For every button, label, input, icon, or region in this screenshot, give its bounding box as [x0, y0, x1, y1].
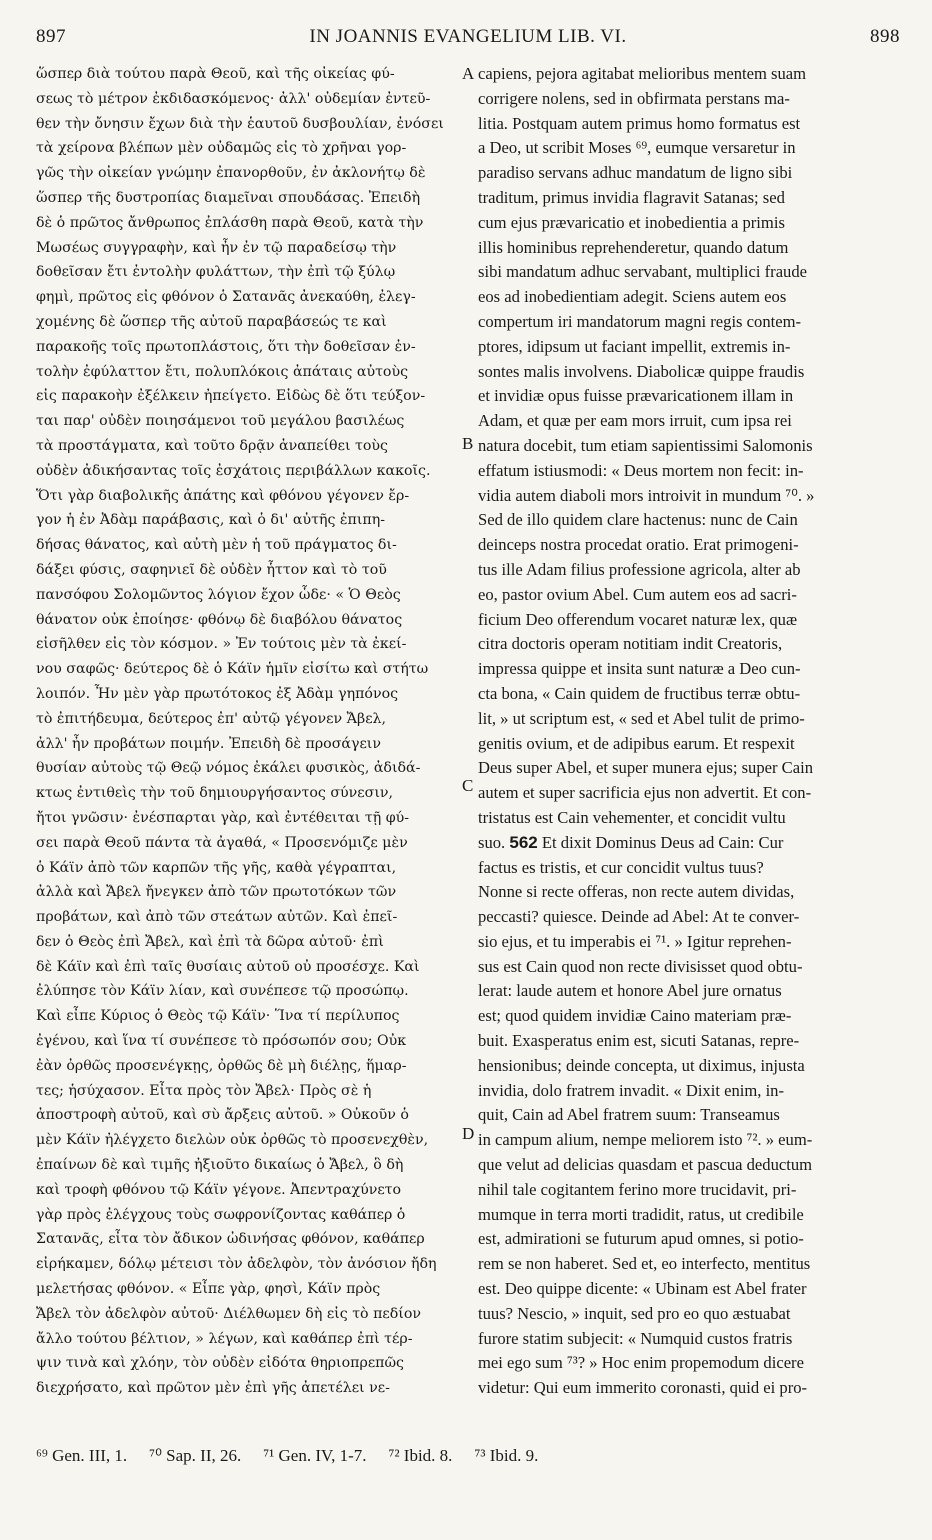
greek-text-line: Καὶ εἶπε Κύριος ὁ Θεὸς τῷ Κάϊν· Ἵνα τί περίλυπος — [36, 1008, 400, 1025]
greek-text-line: λοιπόν. Ἦν μὲν γὰρ πρωτότοκος ἐξ Ἀδὰμ γηπόνος — [36, 685, 399, 702]
latin-text-line: mei ego sum ⁷³? » Hoc enim propemodum dicere — [478, 1353, 804, 1373]
greek-text-line: ἐπαίνων δὲ καὶ τιμῆς ἠξιοῦτο δικαίως ὁ Ἄβελ, ὃ δὴ — [36, 1157, 404, 1174]
greek-text-line: δοθεῖσαν ἔτι ἐντολὴν φυλάττων, τὴν ἐπὶ τῷ ξύλῳ — [36, 264, 396, 281]
latin-text-line: mumque in terra morti tradidit, ratus, ut credibile — [478, 1204, 804, 1224]
greek-text-line: τολὴν ἐφύλαττον ἔτι, πολυπλόκοις ἀπάταις αὐτοὺς — [36, 363, 409, 380]
latin-text-line: factus es tristis, et cur concidit vultus tuus? — [478, 857, 764, 877]
greek-text-line: μὲν Κάϊν ἠλέγχετο διελὼν οὐκ ὀρθῶς τὸ προσενεχθὲν, — [36, 1132, 429, 1149]
latin-text-line: peccasti? quiesce. Deinde ad Abel: At te conver- — [478, 907, 800, 927]
latin-text-line: que velut ad delicias quasdam et pascua deductum — [478, 1155, 813, 1175]
latin-text-line: Sed de illo quidem clare hactenus: nunc de Cain — [478, 510, 798, 530]
greek-text-line: εἰς παρακοὴν ἐξέλκειν ἠπείγετο. Εἰδὼς δὲ ὅτι τεύξον- — [36, 388, 426, 405]
left-page-number: 897 — [36, 26, 66, 47]
latin-text-line: vidia autem diaboli mors introivit in mundum ⁷⁰. » — [478, 485, 815, 505]
footnote: ⁷⁰ Sap. II, 26. — [149, 1446, 242, 1465]
margin-letter-b: B — [462, 434, 474, 453]
latin-text-line: litia. Postquam autem primus homo formatus est — [478, 113, 801, 133]
footnote: ⁷² Ibid. 8. — [388, 1446, 453, 1465]
latin-text-column — [478, 62, 896, 1402]
greek-text-line: σει παρὰ Θεοῦ πάντα τὰ ἀγαθά, « Προσενόμιζε μὲν — [36, 834, 408, 851]
latin-text-fragment: Et dixit Dominus Deus ad Cain: Cur — [537, 832, 784, 852]
latin-text-line: lerat: laude autem et honore Abel jure ornatus — [478, 981, 782, 1001]
greek-text-line: δὲ ὁ πρῶτος ἄνθρωπος ἐπλάσθη παρὰ Θεοῦ, κατὰ τὴν — [36, 214, 424, 231]
greek-text-line: διεχρήσατο, καὶ πρῶτον μὲν ἐπὶ γῆς ἀπετέλει νε- — [36, 1380, 390, 1397]
greek-text-line: οὐδὲν ἀδικήσαντας τοῖς ἐσχάτοις περιβάλλων κακοῖς. — [36, 462, 431, 479]
right-page-number: 898 — [870, 26, 900, 47]
latin-text-line — [478, 831, 896, 856]
greek-text-line: ἐγένου, καὶ ἵνα τί συνέπεσε τὸ πρόσωπόν σου; Οὐκ — [36, 1033, 407, 1050]
latin-text-line: ficium Deo offerendum vocaret naturæ lex, quæ — [478, 609, 798, 629]
latin-text-line: eos ad inobedientiam adegit. Sciens autem eos — [478, 287, 787, 307]
page-header — [36, 26, 900, 56]
greek-text-line: προβάτων, καὶ ἀπὸ τῶν στεάτων αὐτῶν. Καὶ ἐπεῖ- — [36, 909, 398, 926]
greek-text-line: χομένης δὲ ὥσπερ τῆς αὐτοῦ παραβάσεώς τε καὶ — [36, 313, 387, 330]
column-number: 562 — [509, 832, 538, 852]
greek-text-line: ἤτοι γνῶσιν· ἐνέσπαρται γὰρ, καὶ ἐντέθειται τῇ φύ- — [36, 809, 410, 826]
latin-text-line: cum ejus prævaricatio et inobedientia a primis — [478, 212, 785, 232]
greek-text-line: ἀλλὰ καὶ Ἄβελ ἤνεγκεν ἀπὸ τῶν πρωτοτόκων τῶν — [36, 884, 397, 901]
latin-text-line: hensionibus; deinde concepta, ut diximus, injusta — [478, 1055, 805, 1075]
latin-text-line: cta bona, « Cain quidem de fructibus terræ obtu- — [478, 683, 801, 703]
greek-text-line: ἀλλ' ἦν προβάτων ποιμήν. Ἐπειδὴ δὲ προσάγειν — [36, 735, 381, 752]
greek-text-line — [36, 1401, 456, 1402]
greek-text-line: ἐὰν ὀρθῶς προσενέγκῃς, ὀρθῶς δὲ μὴ διέλῃς, ἥμαρ- — [36, 1057, 407, 1074]
footnote: ⁶⁹ Gen. III, 1. — [36, 1446, 128, 1465]
latin-text-line: illis hominibus reprehenderetur, quando datum — [478, 237, 789, 257]
latin-text-line: a Deo, ut scribit Moses ⁶⁹, eumque versaretur in — [478, 138, 796, 158]
latin-text-line: compertum iri mandatorum magni regis contem- — [478, 311, 802, 331]
latin-text-line: capiens, pejora agitabat melioribus mentem suam — [478, 64, 807, 83]
latin-text-line: impressa quippe et insita sunt naturæ a Deo cun- — [478, 659, 801, 679]
latin-text-line — [478, 1401, 896, 1402]
latin-text-line: est, admirationi se futurum apud omnes, si potio- — [478, 1229, 804, 1249]
latin-text-line: tus ille Adam filius professione agricola, alter ab — [478, 559, 801, 579]
latin-text-line: videtur: Qui eum immerito coronasti, quid ei pro- — [478, 1378, 808, 1398]
latin-text-line: Nonne si recte offeras, non recte autem dividas, — [478, 882, 795, 902]
greek-text-line: παρακοῆς τοῖς πρωτοπλάστοις, ὅτι τὴν δοθεῖσαν ἐν- — [36, 338, 416, 355]
latin-text-fragment: suo. — [478, 832, 510, 852]
greek-text-line: γῶς τὴν οἰκείαν γνώμην ἐπανορθοῦν, ἐν ἀκλονήτῳ δὲ — [36, 165, 426, 182]
greek-text-line: θεν τὴν ὄνησιν ἔχων διὰ τὴν ἑαυτοῦ δυσβουλίαν, ἐνόσει — [36, 115, 444, 132]
greek-text-line: ὥσπερ τῆς δυστροπίας διαμεῖναι σπουδάσας. Ἐπειδὴ — [36, 189, 421, 206]
latin-text-line: et invidiæ opus fuisse prævaricationem illam in — [478, 386, 794, 406]
latin-text-line: sibi mandatum adhuc servabant, multiplici fraude — [478, 262, 808, 282]
greek-text-line: δάξει φύσις, σαφηνιεῖ δὲ οὐδὲν ἧττον καὶ τὸ τοῦ — [36, 561, 387, 578]
latin-text-line: Adam, et quæ per eam mors irruit, cum ipsa rei — [478, 411, 792, 431]
latin-text-line: lit, » ut scriptum est, « sed et Abel tulit de primo- — [478, 708, 805, 728]
latin-text-line: eo, pastor ovium Abel. Cum autem eos ad sacri- — [478, 584, 797, 604]
latin-text-line: furore statim subjecit: « Numquid custos fratris — [478, 1328, 793, 1348]
latin-text-line: est; quod quidem invidiæ Caino materiam præ- — [478, 1006, 792, 1026]
latin-text-line: sontes malis involvens. Diabolicæ quippe fraudis — [478, 361, 805, 381]
greek-text-line: θυσίαν αὐτοὺς τῷ Θεῷ νόμος ἐκάλει φυσικὸς, ἀδιδά- — [36, 760, 421, 777]
greek-text-line: μελετήσας φθόνον. « Εἶπε γὰρ, φησὶ, Κάϊν πρὸς — [36, 1281, 381, 1298]
greek-text-line: δεν ὁ Θεὸς ἐπὶ Ἄβελ, καὶ ἐπὶ τὰ δῶρα αὐτοῦ· ἐπὶ — [36, 933, 384, 950]
greek-text-line: φημὶ, πρῶτος εἰς φθόνον ὁ Σατανᾶς ἀνεκαύθη, ἐλεγ- — [36, 289, 416, 306]
latin-text-line: nihil tale cogitantem ferino more trucidavit, pri- — [478, 1179, 797, 1199]
greek-text-line: δὲ Κάϊν καὶ ἐπὶ ταῖς θυσίαις αὐτοῦ οὐ προσέσχε. Καὶ — [36, 958, 420, 975]
latin-text-line: Deus super Abel, et super munera ejus; super Cain — [478, 758, 814, 778]
greek-text-line: σεως τὸ μέτρον ἐκδιδασκόμενος· ἀλλ' οὐδεμίαν ἐντεῦ- — [36, 90, 431, 107]
greek-text-line: γον ἡ ἐν Ἀδὰμ παράβασις, καὶ ὁ δι' αὐτῆς ἐπιπη- — [36, 512, 386, 529]
latin-text-line: est. Deo quippe dicente: « Ubinam est Abel frater — [478, 1279, 807, 1299]
latin-text-line: quit, Cain ad Abel fratrem suum: Transeamus — [478, 1105, 780, 1125]
latin-text-line: genitis ovium, et de adipibus earum. Et respexit — [478, 733, 795, 753]
greek-text-line: γὰρ πρὸς ἐλέγχους τοὺς σωφρονίζοντας καθάπερ ὁ — [36, 1206, 406, 1223]
latin-text-line: tristatus est Cain vehementer, et concidit vultu — [478, 807, 786, 827]
latin-text-line: deinceps nostra procedat oratio. Erat primogeni- — [478, 535, 799, 555]
footnote: ⁷³ Ibid. 9. — [474, 1446, 539, 1465]
greek-text-line: τες; ἡσύχασον. Εἶτα πρὸς τὸν Ἄβελ· Πρὸς σὲ ἡ — [36, 1082, 372, 1099]
latin-text-line: effatum istiusmodi: « Deus mortem non fecit: in- — [478, 460, 804, 480]
greek-text-line: ται παρ' οὐδὲν ποιησάμενοι τοῦ μεγάλου βασιλέως — [36, 413, 405, 430]
margin-letter-d: D — [462, 1124, 475, 1143]
greek-text-column — [36, 62, 456, 1402]
margin-letter-c: C — [462, 776, 474, 795]
greek-text-line: ἀποστροφὴ αὐτοῦ, καὶ σὺ ἄρξεις αὐτοῦ. » Οὐκοῦν ὁ — [36, 1107, 409, 1124]
latin-text-line: citra doctoris operam notitiam indit Creatoris, — [478, 634, 783, 654]
greek-text-line: ὁ Κάϊν ἀπὸ τῶν καρπῶν τῆς γῆς, καθὰ γέγραπται, — [36, 859, 397, 876]
footnotes — [36, 1446, 896, 1466]
latin-text-line: autem et super sacrificia ejus non advertit. Et con- — [478, 783, 812, 803]
latin-text-line: invidia, dolo fratrem invadit. « Dixit enim, in- — [478, 1080, 785, 1100]
latin-text-line: tuus? Nescio, » inquit, sed pro eo quo æstuabat — [478, 1303, 791, 1323]
greek-text-line: πανσόφου Σολομῶντος λόγιον ἔχον ὧδε· « Ὁ Θεὸς — [36, 586, 401, 603]
greek-text-line: καὶ τροφὴ φθόνου τῷ Κάϊν γέγονε. Ἀπεντραχύνετο — [36, 1181, 402, 1198]
greek-text-line: κτως ἐντιθεὶς τὴν τοῦ δημιουργήσαντος σύνεσιν, — [36, 785, 394, 802]
greek-text-line: ἐλύπησε τὸν Κάϊν λίαν, καὶ συνέπεσε τῷ προσώπῳ. — [36, 983, 409, 1000]
latin-text-line: natura docebit, tum etiam sapientissimi Salomonis — [478, 435, 813, 455]
latin-text-line: corrigere nolens, sed in obfirmata perstans ma- — [478, 88, 790, 108]
margin-letter-a: A — [462, 64, 475, 83]
greek-text-line: Μωσέως συγγραφὴν, καὶ ἦν ἐν τῷ παραδείσῳ τὴν — [36, 239, 397, 256]
greek-text-line: Ὅτι γὰρ διαβολικῆς ἀπάτης καὶ φθόνου γέγονεν ἔρ- — [36, 487, 410, 504]
latin-text-line: traditum, primus invidia flagravit Satanas; sed — [478, 187, 785, 207]
latin-text-line: sus est Cain quod non recte divisisset quod obtu- — [478, 956, 803, 976]
greek-text-line: δήσας θάνατος, καὶ αὐτὴ μὲν ἡ τοῦ πράγματος δι- — [36, 537, 397, 554]
greek-text-line: ἄλλο τούτου βέλτιον, » λέγων, καὶ καθάπερ ἐπὶ τέρ- — [36, 1330, 413, 1347]
greek-text-line: νου σαφῶς· δεύτερος δὲ ὁ Κάϊν ἡμῖν εἰσίτω καὶ στήτω — [36, 661, 429, 678]
latin-text-line: paradiso servans adhuc mandatum de ligno sibi — [478, 163, 793, 183]
footnote: ⁷¹ Gen. IV, 1-7. — [263, 1446, 367, 1465]
greek-text-line: εἰσῆλθεν εἰς τὸν κόσμον. » Ἐν τούτοις μὲν τὰ ἐκεί- — [36, 636, 407, 653]
latin-text-line: ptores, idipsum ut faciant impellit, extremis in- — [478, 336, 791, 356]
greek-text-line: ψιν τινὰ καὶ χλόην, τὸν οὐδὲν εἰδότα θηριοπρεπῶς — [36, 1355, 405, 1372]
greek-text-line: τὰ προστάγματα, καὶ τοῦτο δρᾷν ἀναπείθει τοὺς — [36, 437, 388, 454]
latin-text-line: in campum alium, nempe meliorem isto ⁷². » eum- — [478, 1130, 813, 1150]
latin-text-line: rem se non haberet. Sed et, eo interfecto, mentitus — [478, 1254, 811, 1274]
greek-text-line: εἰρήκαμεν, δόλῳ μέτεισι τὸν ἀδελφὸν, τὸν ἀνόσιον ἤδη — [36, 1256, 437, 1273]
greek-text-line: τὰ χείρονα βλέπων μὲν οὐδαμῶς εἰς τὸ χρῆναι γορ- — [36, 140, 407, 157]
greek-text-line: ὥσπερ διὰ τούτου παρὰ Θεοῦ, καὶ τῆς οἰκείας φύ- — [36, 66, 395, 82]
greek-text-line: Ἄβελ τὸν ἀδελφὸν αὐτοῦ· Διέλθωμεν δὴ εἰς τὸ πεδίον — [36, 1305, 422, 1322]
latin-text-line: buit. Exasperatus enim est, sicuti Satanas, repre- — [478, 1031, 800, 1051]
greek-text-line: τὸ ἐπιτήδευμα, δεύτερος ἐπ' αὐτῷ γέγονεν Ἄβελ, — [36, 710, 387, 727]
running-title: IN JOANNIS EVANGELIUM LIB. VI. — [309, 26, 627, 47]
greek-text-line: θάνατον οὐκ ἐποίησε· φθόνῳ δὲ διαβόλου θάνατος — [36, 611, 403, 628]
greek-text-line: Σατανᾶς, εἶτα τὸν ἄδικον ὠδινήσας φθόνον, καθάπερ — [36, 1231, 425, 1248]
latin-text-line: sio ejus, et tu imperabis ei ⁷¹. » Igitur reprehen- — [478, 931, 792, 951]
